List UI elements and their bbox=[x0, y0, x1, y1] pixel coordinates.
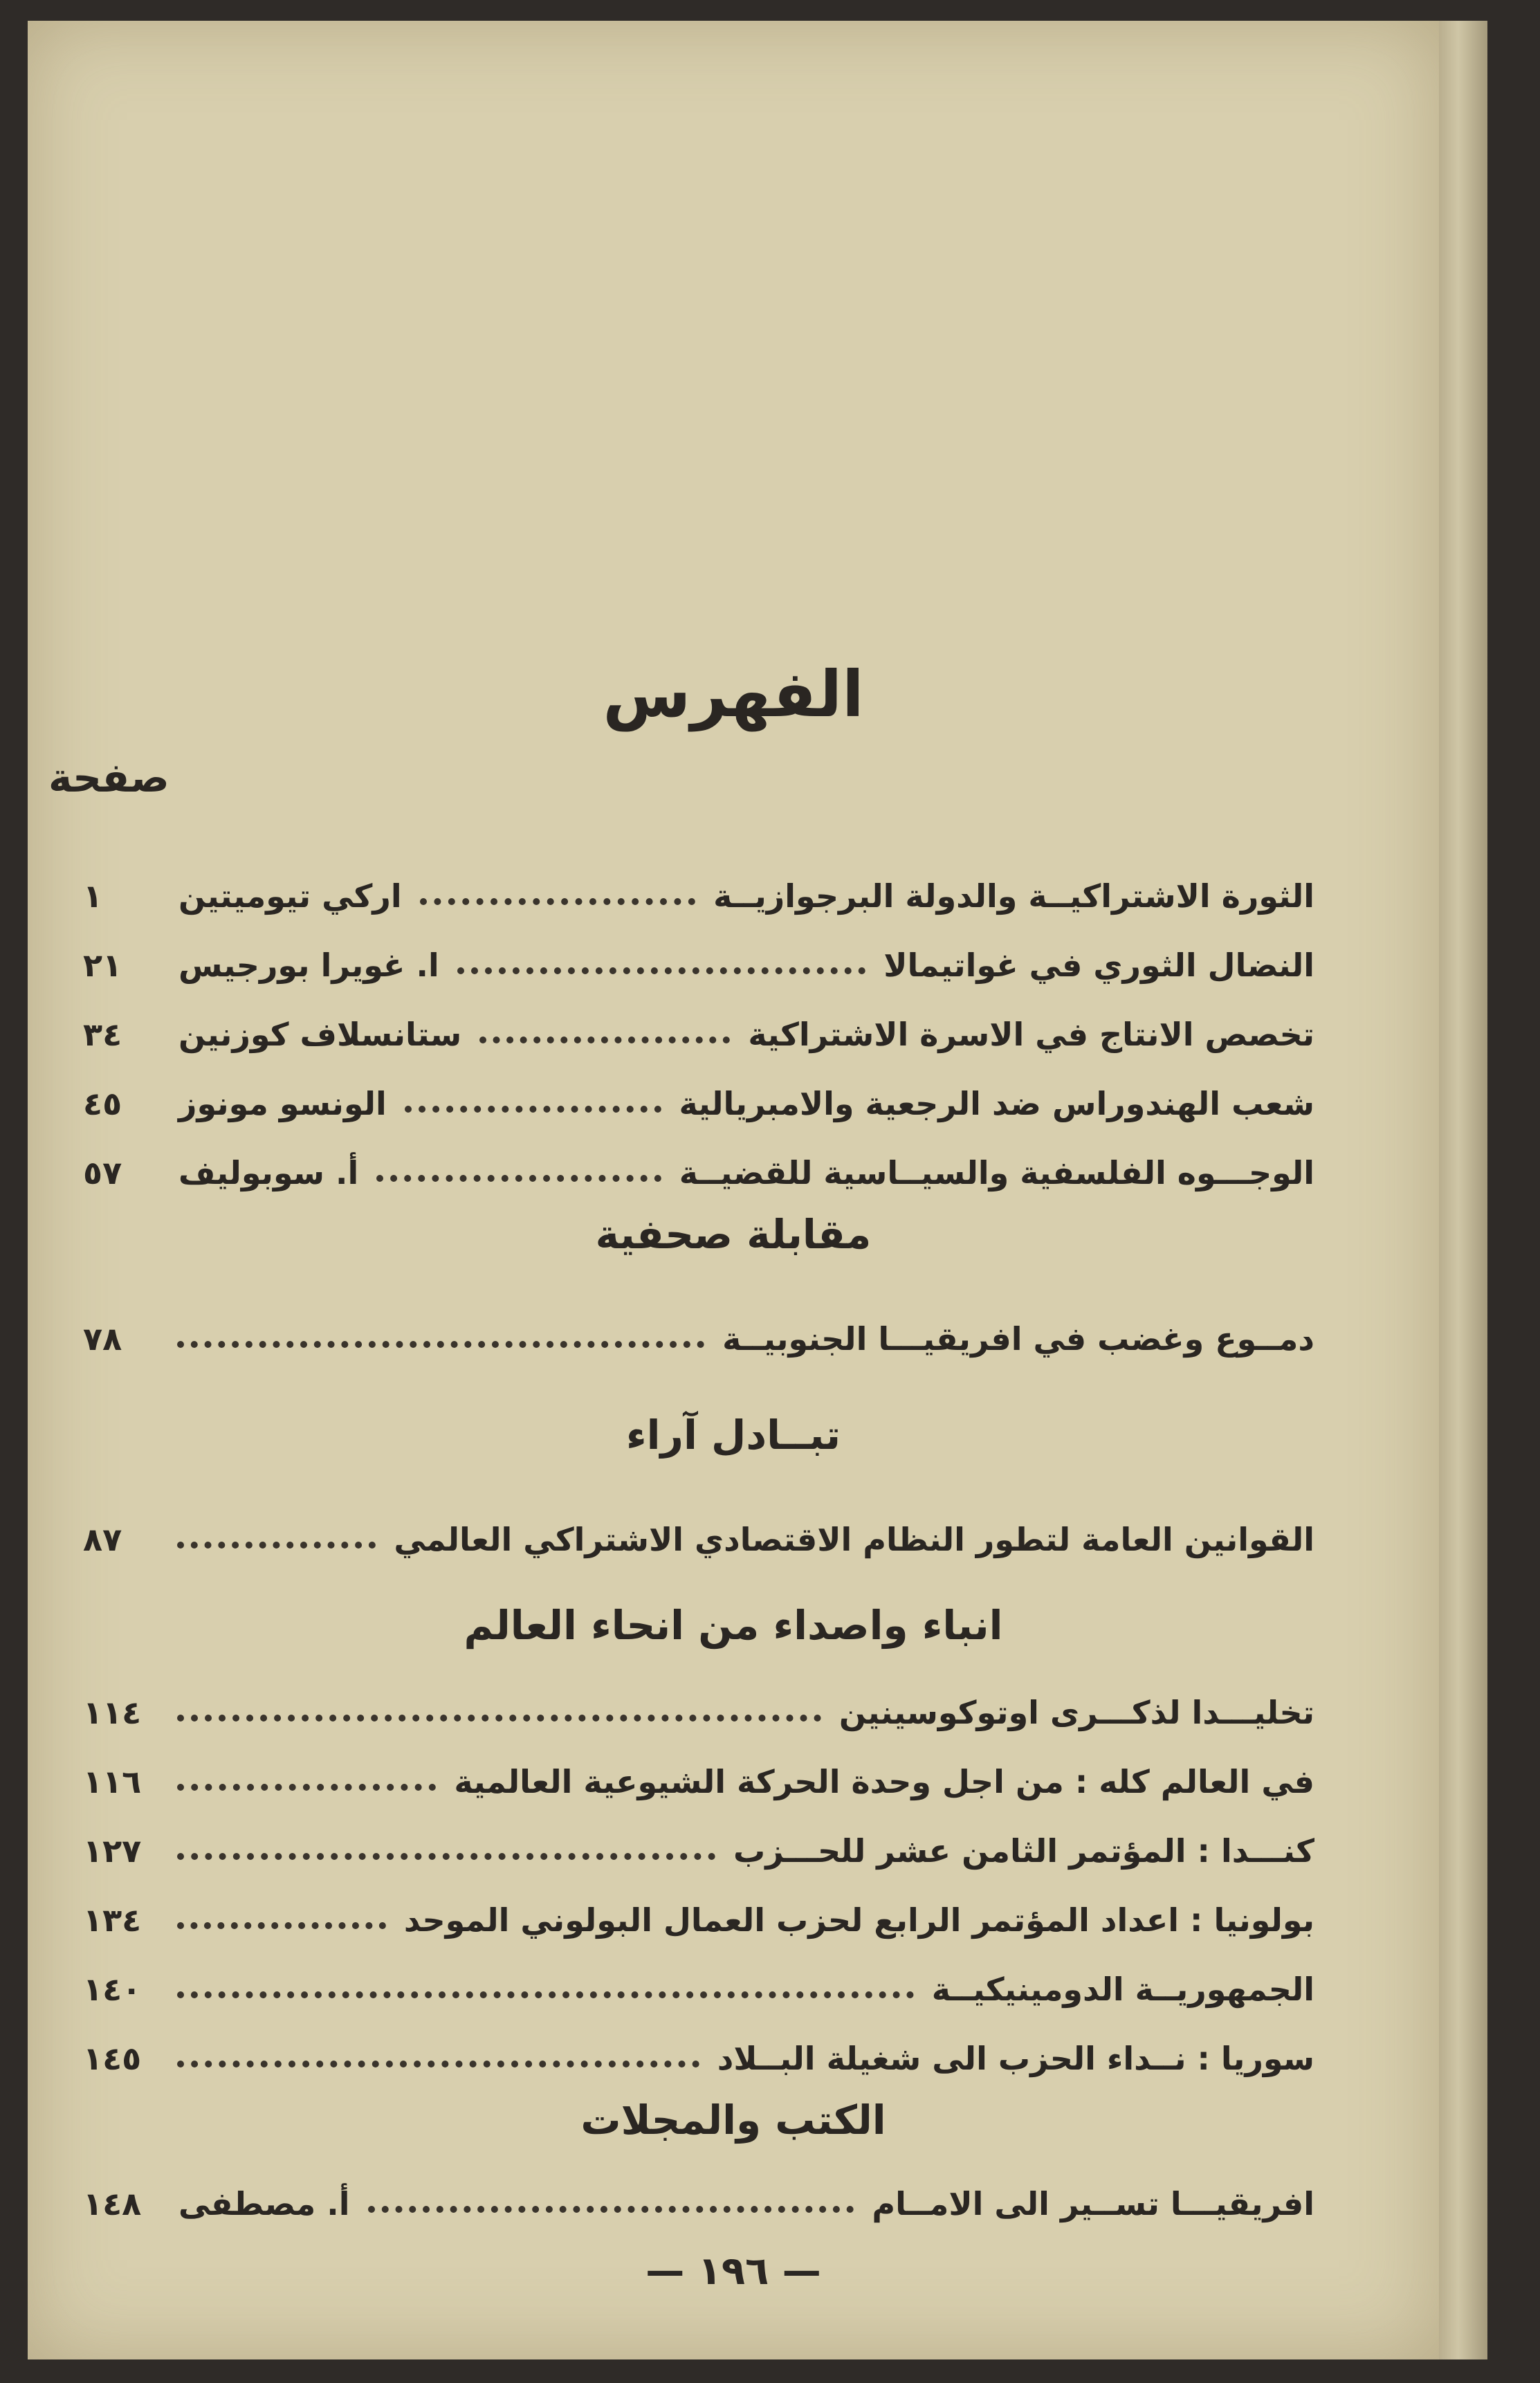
leader-dots bbox=[479, 1037, 730, 1043]
entry-title: افريقيـــا تســير الى الامــام bbox=[872, 2185, 1314, 2222]
entry-title: تخصص الانتاج في الاسرة الاشتراكية bbox=[748, 1016, 1314, 1053]
entry-page: ١٢٧ bbox=[83, 1832, 142, 1870]
entry-page: ١١٤ bbox=[83, 1694, 142, 1731]
toc-entry bbox=[83, 1003, 1314, 1066]
entry-title: الجمهوريــة الدومينيكيــة bbox=[931, 1971, 1314, 2008]
toc-entry bbox=[83, 1889, 1314, 1951]
section-heading: تبــادل آراء bbox=[626, 1412, 841, 1459]
entry-author: ا. غويرا بورجيس bbox=[178, 947, 439, 984]
entry-page: ١٣٤ bbox=[83, 1901, 142, 1939]
entry-author: أ. مصطفى bbox=[178, 2185, 350, 2222]
section-heading: الكتب والمجلات bbox=[580, 2097, 886, 2144]
entry-page: ٥٧ bbox=[83, 1154, 122, 1192]
entry-page: ١١٦ bbox=[83, 1763, 142, 1800]
toc-entry bbox=[83, 1308, 1314, 1370]
leader-dots bbox=[457, 967, 865, 974]
entry-page: ٣٤ bbox=[83, 1016, 122, 1053]
entry-page: ٤٥ bbox=[83, 1085, 122, 1122]
toc-entry bbox=[83, 2027, 1314, 2090]
toc-entry bbox=[83, 1820, 1314, 1882]
entry-page: ٢١ bbox=[83, 947, 122, 984]
leader-dots bbox=[177, 1991, 914, 1998]
entry-page: ١ bbox=[83, 877, 103, 915]
leader-dots bbox=[405, 1106, 661, 1113]
entry-page: ١٤٠ bbox=[83, 1971, 142, 2008]
entry-author: اركي تيوميتين bbox=[178, 877, 402, 915]
entry-title: بولونيا : اعداد المؤتمر الرابع لحزب العمال البولوني الموحد bbox=[403, 1901, 1314, 1939]
entry-title: الثورة الاشتراكيــة والدولة البرجوازيــة bbox=[713, 877, 1314, 915]
toc-entry bbox=[83, 934, 1314, 996]
toc-entry bbox=[83, 1508, 1314, 1571]
entry-title: في العالم كله : من اجل وحدة الحركة الشيوعية العالمية bbox=[454, 1763, 1314, 1800]
entry-title: شعب الهندوراس ضد الرجعية والامبريالية bbox=[679, 1085, 1314, 1122]
entry-page: ٨٧ bbox=[83, 1521, 122, 1558]
page-column-label: صفحة bbox=[48, 754, 169, 801]
entry-title: تخليـــدا لذكـــرى اوتوكوسينين bbox=[838, 1694, 1314, 1731]
toc-entry bbox=[83, 1681, 1314, 1744]
entry-title: النضال الثوري في غواتيمالا bbox=[883, 947, 1314, 984]
entry-title: القوانين العامة لتطور النظام الاقتصادي الاشتراكي العالمي bbox=[394, 1521, 1314, 1558]
page-title: الفهرس bbox=[603, 657, 864, 731]
leader-dots bbox=[368, 2206, 854, 2213]
toc-entry bbox=[83, 1142, 1314, 1204]
page-edge bbox=[1439, 21, 1487, 2359]
page-number: — ١٩٦ — bbox=[645, 2249, 821, 2294]
entry-author: أ. سوبوليف bbox=[178, 1154, 359, 1192]
leader-dots bbox=[376, 1175, 661, 1182]
entry-author: ستانسلاف كوزنين bbox=[178, 1016, 462, 1053]
entry-title: كنـــدا : المؤتمر الثامن عشر للحـــزب bbox=[733, 1832, 1314, 1870]
leader-dots bbox=[177, 1341, 704, 1348]
leader-dots bbox=[177, 2061, 699, 2067]
leader-dots bbox=[177, 1784, 436, 1791]
entry-title: الوجـــوه الفلسفية والسيــاسية للقضيــة bbox=[679, 1154, 1314, 1192]
section-heading: مقابلة صحفية bbox=[595, 1211, 872, 1258]
toc-entry bbox=[83, 865, 1314, 927]
leader-dots bbox=[177, 1853, 715, 1860]
section-heading: انباء واصداء من انحاء العالم bbox=[464, 1602, 1003, 1649]
leader-dots bbox=[177, 1542, 376, 1549]
toc-entry bbox=[83, 1072, 1314, 1135]
toc-entry bbox=[83, 1958, 1314, 2020]
entry-title: دمــوع وغضب في افريقيـــا الجنوبيــة bbox=[722, 1320, 1314, 1358]
entry-page: ١٤٨ bbox=[83, 2185, 142, 2222]
book-page bbox=[28, 21, 1439, 2359]
leader-dots bbox=[420, 898, 695, 905]
entry-page: ١٤٥ bbox=[83, 2040, 142, 2077]
entry-title: سوريا : نــداء الحزب الى شغيلة البــلاد bbox=[717, 2040, 1314, 2077]
leader-dots bbox=[177, 1715, 821, 1722]
toc-entry bbox=[83, 1751, 1314, 1813]
entry-author: الونسو مونوز bbox=[178, 1085, 387, 1122]
leader-dots bbox=[177, 1922, 386, 1929]
entry-page: ٧٨ bbox=[83, 1320, 122, 1358]
toc-entry bbox=[83, 2173, 1314, 2235]
